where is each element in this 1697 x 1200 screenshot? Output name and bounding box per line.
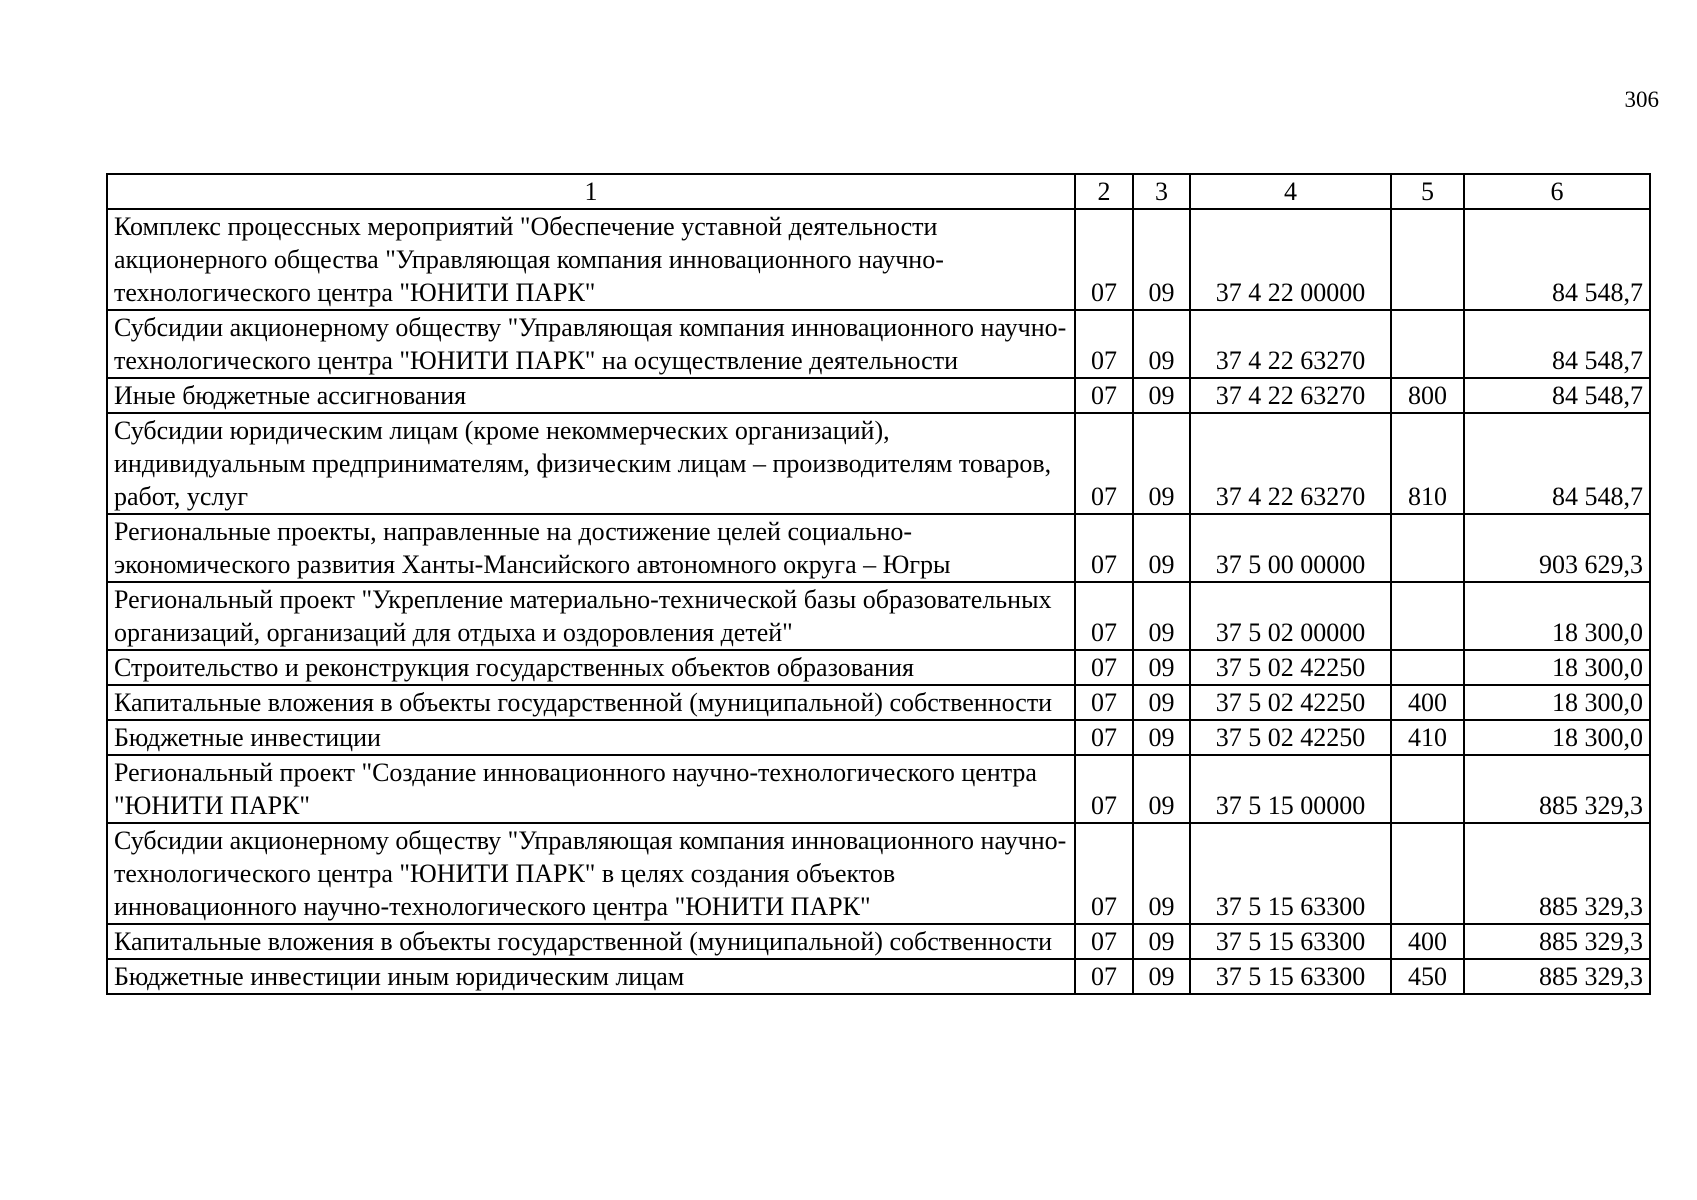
row-target-article-cell: 37 5 15 63300	[1190, 924, 1391, 959]
row-target-article-cell: 37 5 00 00000	[1190, 514, 1391, 582]
row-target-article-cell: 37 5 15 63300	[1190, 959, 1391, 994]
row-expense-type-cell: 400	[1391, 685, 1464, 720]
header-row	[107, 174, 1650, 209]
row-section-cell: 07	[1075, 685, 1133, 720]
row-name-cell: Региональный проект "Создание инновационного научно-технологического центра "ЮНИТИ ПАРК"	[107, 755, 1075, 823]
budget-table	[106, 173, 1651, 995]
row-subsection-cell: 09	[1133, 685, 1190, 720]
row-sum-cell: 885 329,3	[1464, 959, 1650, 994]
row-target-article-cell: 37 5 02 00000	[1190, 582, 1391, 650]
row-section-cell: 07	[1075, 209, 1133, 310]
row-sum-cell: 18 300,0	[1464, 685, 1650, 720]
row-sum-cell: 84 548,7	[1464, 378, 1650, 413]
row-name-cell: Субсидии акционерному обществу "Управляющая компания инновационного научно-технологического центра "ЮНИТИ ПАРК" на осуществление деятельности	[107, 310, 1075, 378]
row-sum-cell: 18 300,0	[1464, 650, 1650, 685]
table-row	[107, 720, 1650, 755]
row-section-cell: 07	[1075, 823, 1133, 924]
row-expense-type-cell	[1391, 755, 1464, 823]
row-subsection-cell: 09	[1133, 823, 1190, 924]
table-row	[107, 514, 1650, 582]
row-expense-type-cell	[1391, 823, 1464, 924]
row-section-cell: 07	[1075, 378, 1133, 413]
row-subsection-cell: 09	[1133, 650, 1190, 685]
column-header-3: 3	[1133, 174, 1190, 209]
row-expense-type-cell: 410	[1391, 720, 1464, 755]
row-section-cell: 07	[1075, 582, 1133, 650]
table-row	[107, 413, 1650, 514]
row-name-cell: Бюджетные инвестиции иным юридическим лицам	[107, 959, 1075, 994]
row-name-cell: Строительство и реконструкция государственных объектов образования	[107, 650, 1075, 685]
row-name-cell: Региональные проекты, направленные на достижение целей социально-экономического развития Ханты-Мансийского автономного округа – Югры	[107, 514, 1075, 582]
row-section-cell: 07	[1075, 514, 1133, 582]
row-sum-cell: 885 329,3	[1464, 823, 1650, 924]
row-subsection-cell: 09	[1133, 310, 1190, 378]
row-name-cell: Бюджетные инвестиции	[107, 720, 1075, 755]
row-section-cell: 07	[1075, 755, 1133, 823]
table-row	[107, 378, 1650, 413]
row-sum-cell: 903 629,3	[1464, 514, 1650, 582]
row-target-article-cell: 37 5 15 00000	[1190, 755, 1391, 823]
table-row	[107, 310, 1650, 378]
row-sum-cell: 885 329,3	[1464, 755, 1650, 823]
row-subsection-cell: 09	[1133, 720, 1190, 755]
row-name-cell: Региональный проект "Укрепление материально-технической базы образовательных организаций, организаций для отдыха и оздоровления детей"	[107, 582, 1075, 650]
row-sum-cell: 84 548,7	[1464, 209, 1650, 310]
row-expense-type-cell: 450	[1391, 959, 1464, 994]
row-subsection-cell: 09	[1133, 959, 1190, 994]
row-name-cell: Капитальные вложения в объекты государственной (муниципальной) собственности	[107, 924, 1075, 959]
row-expense-type-cell	[1391, 310, 1464, 378]
table-row	[107, 685, 1650, 720]
table-row	[107, 823, 1650, 924]
row-expense-type-cell	[1391, 209, 1464, 310]
column-header-2: 2	[1075, 174, 1133, 209]
table-row	[107, 650, 1650, 685]
row-name-cell: Иные бюджетные ассигнования	[107, 378, 1075, 413]
table-row	[107, 582, 1650, 650]
row-target-article-cell: 37 4 22 00000	[1190, 209, 1391, 310]
row-subsection-cell: 09	[1133, 755, 1190, 823]
column-header-4: 4	[1190, 174, 1391, 209]
row-name-cell: Комплекс процессных мероприятий "Обеспечение уставной деятельности акционерного общества "Управляющая компания инновационного научно-технологического центра "ЮНИТИ ПАРК"	[107, 209, 1075, 310]
row-section-cell: 07	[1075, 959, 1133, 994]
row-section-cell: 07	[1075, 310, 1133, 378]
row-target-article-cell: 37 4 22 63270	[1190, 413, 1391, 514]
row-target-article-cell: 37 5 02 42250	[1190, 685, 1391, 720]
row-sum-cell: 885 329,3	[1464, 924, 1650, 959]
row-sum-cell: 18 300,0	[1464, 582, 1650, 650]
row-name-cell: Капитальные вложения в объекты государственной (муниципальной) собственности	[107, 685, 1075, 720]
table-row	[107, 209, 1650, 310]
row-expense-type-cell	[1391, 582, 1464, 650]
row-subsection-cell: 09	[1133, 582, 1190, 650]
table-row	[107, 755, 1650, 823]
row-sum-cell: 18 300,0	[1464, 720, 1650, 755]
column-header-5: 5	[1391, 174, 1464, 209]
table-row	[107, 959, 1650, 994]
row-expense-type-cell	[1391, 650, 1464, 685]
row-subsection-cell: 09	[1133, 413, 1190, 514]
row-subsection-cell: 09	[1133, 378, 1190, 413]
row-section-cell: 07	[1075, 650, 1133, 685]
row-section-cell: 07	[1075, 720, 1133, 755]
row-section-cell: 07	[1075, 413, 1133, 514]
column-header-1: 1	[107, 174, 1075, 209]
row-expense-type-cell: 810	[1391, 413, 1464, 514]
row-target-article-cell: 37 5 02 42250	[1190, 650, 1391, 685]
column-header-6: 6	[1464, 174, 1650, 209]
row-sum-cell: 84 548,7	[1464, 413, 1650, 514]
row-target-article-cell: 37 4 22 63270	[1190, 310, 1391, 378]
row-expense-type-cell: 400	[1391, 924, 1464, 959]
row-name-cell: Субсидии акционерному обществу "Управляющая компания инновационного научно-технологического центра "ЮНИТИ ПАРК" в целях создания объектов инновационного научно-технологического центра "ЮНИТИ ПАРК"	[107, 823, 1075, 924]
table-row	[107, 924, 1650, 959]
row-target-article-cell: 37 5 02 42250	[1190, 720, 1391, 755]
row-target-article-cell: 37 5 15 63300	[1190, 823, 1391, 924]
row-section-cell: 07	[1075, 924, 1133, 959]
row-expense-type-cell	[1391, 514, 1464, 582]
row-subsection-cell: 09	[1133, 514, 1190, 582]
row-subsection-cell: 09	[1133, 209, 1190, 310]
row-expense-type-cell: 800	[1391, 378, 1464, 413]
page-number: 306	[1624, 87, 1659, 112]
row-sum-cell: 84 548,7	[1464, 310, 1650, 378]
row-name-cell: Субсидии юридическим лицам (кроме некоммерческих организаций), индивидуальным предпринимателям, физическим лицам – производителям товаров, работ, услуг	[107, 413, 1075, 514]
row-subsection-cell: 09	[1133, 924, 1190, 959]
row-target-article-cell: 37 4 22 63270	[1190, 378, 1391, 413]
